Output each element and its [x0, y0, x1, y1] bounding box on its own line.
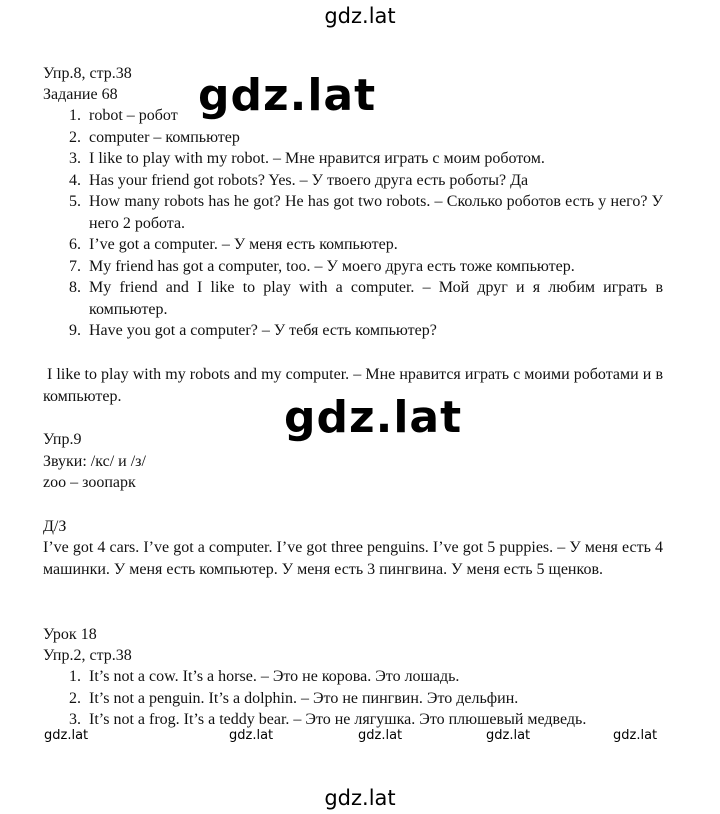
exercise-heading: Упр.2, стр.38 — [43, 647, 132, 664]
list-number: 4. — [69, 172, 81, 189]
example-line: zoo – зоопарк — [43, 474, 136, 491]
watermark-small: gdz.lat — [613, 728, 658, 743]
watermark-small: gdz.lat — [358, 728, 403, 743]
watermark-small: gdz.lat — [486, 728, 531, 743]
list-text: It’s not a cow. It’s a horse. – Это не корова. Это лошадь. — [89, 668, 460, 685]
watermark-small: gdz.lat — [44, 728, 89, 743]
list-number: 3. — [69, 711, 81, 728]
summary-paragraph: I like to play with my robots and my computer. – Мне нравится играть с моими роботами и в компьютер. — [43, 366, 663, 405]
sounds-line: Звуки: /кс/ и /з/ — [43, 453, 146, 470]
list-number: 2. — [69, 129, 81, 146]
list-number: 1. — [69, 107, 81, 124]
task-heading: Задание 68 — [43, 86, 118, 103]
list-number: 1. — [69, 668, 81, 685]
list-text: computer – компьютер — [89, 129, 240, 146]
watermark-large: gdz.lat — [198, 70, 377, 121]
watermark-large: gdz.lat — [284, 392, 463, 443]
list-text: How many robots has he got? He has got two robots. – Сколько роботов есть у него? У него 2 робота. — [89, 193, 663, 232]
homework-paragraph: I’ve got 4 cars. I’ve got a computer. I’ve got three penguins. I’ve got 5 puppies. – У меня есть 4 машинки. У меня есть компьютер. У меня есть 3 пингвина. У меня есть 5 щенков. — [43, 539, 663, 578]
watermark-top: gdz.lat — [324, 4, 396, 28]
list-number: 8. — [69, 279, 81, 296]
exercise-heading: Упр.9 — [43, 431, 82, 448]
list-number: 3. — [69, 150, 81, 167]
list-text: robot – робот — [89, 107, 178, 124]
exercise-heading: Упр.8, стр.38 — [43, 65, 132, 82]
list-text: I like to play with my robot. – Мне нравится играть с моим роботом. — [89, 150, 545, 167]
list-number: 9. — [69, 322, 81, 339]
list-text: I’ve got a computer. – У меня есть компьютер. — [89, 236, 398, 253]
list-number: 2. — [69, 690, 81, 707]
watermark-bottom: gdz.lat — [324, 786, 396, 810]
list-text: My friend has got a computer, too. – У моего друга есть тоже компьютер. — [89, 258, 575, 275]
list-number: 5. — [69, 193, 81, 210]
list-number: 6. — [69, 236, 81, 253]
list-text: It’s not a frog. It’s a teddy bear. – Это не лягушка. Это плюшевый медведь. — [89, 711, 587, 728]
list-text: Has your friend got robots? Yes. – У твоего друга есть роботы? Да — [89, 172, 529, 189]
list-text: Have you got a computer? – У тебя есть компьютер? — [89, 322, 437, 339]
watermark-small: gdz.lat — [229, 728, 274, 743]
list-number: 7. — [69, 258, 81, 275]
list-text: It’s not a penguin. It’s a dolphin. – Это не пингвин. Это дельфин. — [89, 690, 519, 707]
homework-heading: Д/З — [43, 518, 67, 535]
list-text: My friend and I like to play with a computer. – Мой друг и я любим играть в компьютер. — [89, 279, 663, 318]
lesson-heading: Урок 18 — [43, 626, 97, 643]
